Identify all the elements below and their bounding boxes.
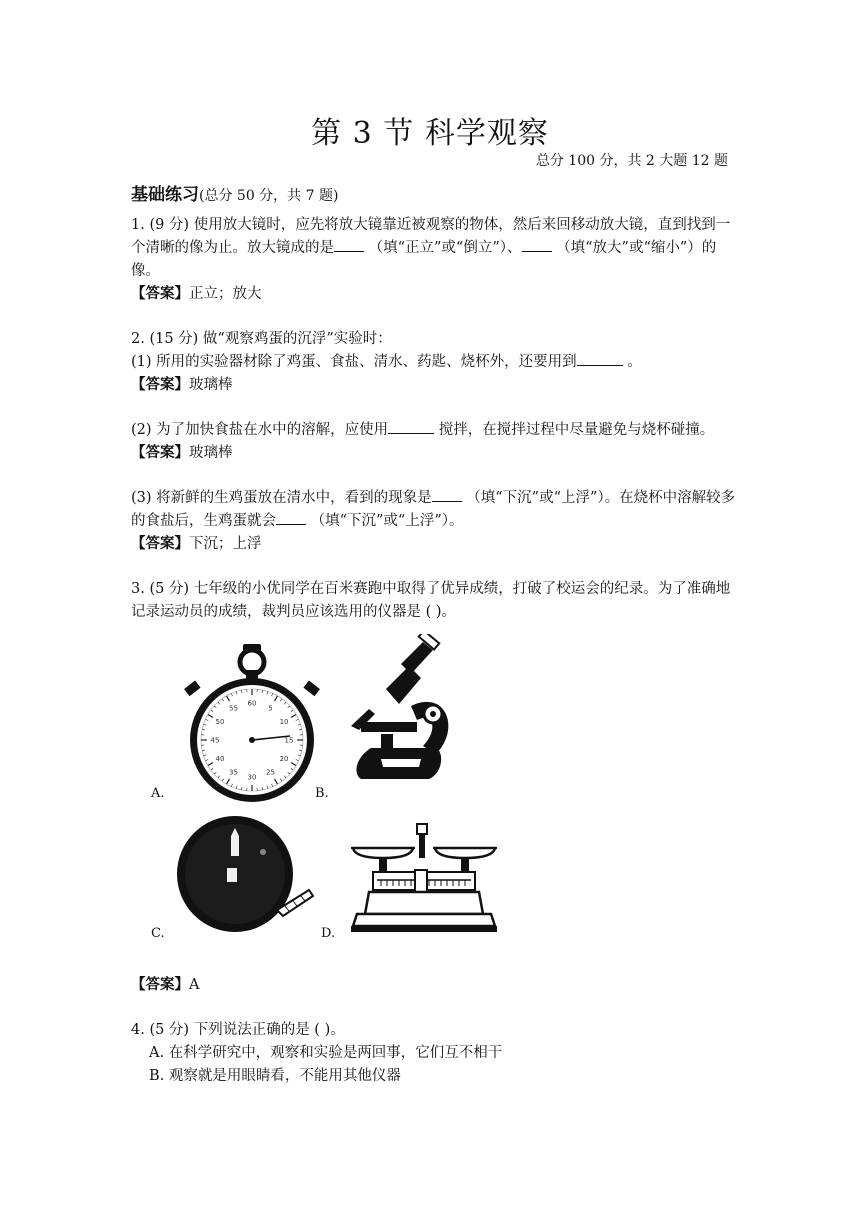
q2-blank-1 <box>577 351 623 366</box>
q3-options-figure <box>131 634 743 974</box>
option-a-label: A. <box>151 786 165 801</box>
document-body <box>131 184 743 1088</box>
q2-answer-3 <box>131 533 743 556</box>
q2-blank-2 <box>388 419 434 434</box>
stopwatch-image <box>177 644 327 804</box>
answer-text: 下沉；上浮 <box>189 536 262 552</box>
stopwatch-dial-number: 45 <box>210 736 220 745</box>
q1-blank-1 <box>334 237 364 252</box>
q1-blank-2 <box>522 237 552 252</box>
answer-label: 【答案】 <box>131 445 189 461</box>
stopwatch-dial-number: 40 <box>215 755 225 763</box>
q4-choice-a: A. 在科学研究中，观察和实验是两回事，它们互不相干 <box>149 1045 503 1061</box>
option-b-label: B. <box>315 786 329 801</box>
q2-sub-1 <box>131 351 743 374</box>
q2-sub3-end: （填“下沉”或“上浮”）。 <box>306 513 464 529</box>
answer-text: 玻璃棒 <box>189 377 233 393</box>
balance-image <box>349 822 499 938</box>
stopwatch-dial-number: 25 <box>266 768 275 777</box>
q1-answer <box>131 283 743 306</box>
microscope-image <box>341 634 471 804</box>
option-d-label: D. <box>321 926 336 941</box>
score-summary: 总分 100 分，共 2 大题 12 题 <box>535 153 728 169</box>
stopwatch-dial-number: 10 <box>279 718 289 726</box>
section-heading <box>131 184 743 208</box>
q2-sub1-end: 。 <box>622 354 642 370</box>
q2-sub2-end: 搅拌，在搅拌过程中尽量避免与烧杯碰撞。 <box>434 422 715 438</box>
stopwatch-dial-number: 30 <box>247 773 257 782</box>
q2-sub2-text: (2) 为了加快食盐在水中的溶解，应使用 <box>131 422 389 438</box>
q1-text-b: （填“正立”或“倒立”）、 <box>364 240 522 256</box>
question-4: 4. (5 分) 下列说法正确的是 ( )。 <box>131 1022 345 1038</box>
q3-answer <box>131 974 743 997</box>
stopwatch-dial-number: 60 <box>247 699 257 708</box>
q2-blank-4 <box>276 510 306 525</box>
answer-text: 玻璃棒 <box>189 445 233 461</box>
q1-text-a: 1. (9 分) 使用放大镜时，应先将放大镜靠近被观察的物体，然后来回移动放大镜，直到找到一个清晰的像为止。放大镜成的是 <box>131 217 731 256</box>
tape-measure-image <box>177 810 317 940</box>
q2-sub-3 <box>131 487 743 533</box>
answer-text: 正立；放大 <box>189 286 262 302</box>
stopwatch-dial-number: 55 <box>229 704 238 713</box>
question-3: 3. (5 分) 七年级的小优同学在百米赛跑中取得了优异成绩，打破了校运会的纪录。为了准确地记录运动员的成绩，裁判员应该选用的仪器是 ( )。 <box>131 581 731 620</box>
q2-sub3-mid: （填“下沉”或“上浮”）。在烧杯中溶解较多的食盐后，生鸡蛋就会 <box>131 490 736 529</box>
question-2: 2. (15 分) 做“观察鸡蛋的沉浮”实验时： <box>131 331 392 347</box>
question-1 <box>131 214 743 283</box>
q2-sub-2 <box>131 419 743 442</box>
answer-label: 【答案】 <box>131 977 189 993</box>
q2-answer-2 <box>131 442 743 465</box>
stopwatch-dial-number: 15 <box>284 736 294 745</box>
page-title: 第 3 节 科学观察 <box>311 116 549 151</box>
answer-label: 【答案】 <box>131 377 189 393</box>
q2-sub3-text: (3) 将新鲜的生鸡蛋放在清水中，看到的现象是 <box>131 490 432 506</box>
section-title: 基础练习 <box>131 185 199 205</box>
q1-text-c: （填“放大”或“缩小”）的像。 <box>131 240 717 279</box>
answer-label: 【答案】 <box>131 286 189 302</box>
stopwatch-dial-number: 50 <box>215 718 225 726</box>
section-meta: (总分 50 分，共 7 题) <box>199 188 339 204</box>
stopwatch-dial-number: 5 <box>268 704 273 713</box>
q4-choice-b: B. 观察就是用眼睛看，不能用其他仪器 <box>149 1068 401 1084</box>
option-c-label: C. <box>151 926 165 941</box>
stopwatch-dial-number: 20 <box>279 755 289 763</box>
q2-sub1-text: (1) 所用的实验器材除了鸡蛋、食盐、清水、药匙、烧杯外，还要用到 <box>131 354 577 370</box>
q2-blank-3 <box>432 487 462 502</box>
answer-text: A <box>189 977 200 993</box>
stopwatch-dial-number: 35 <box>229 768 238 777</box>
answer-label: 【答案】 <box>131 536 189 552</box>
q2-answer-1 <box>131 374 743 397</box>
